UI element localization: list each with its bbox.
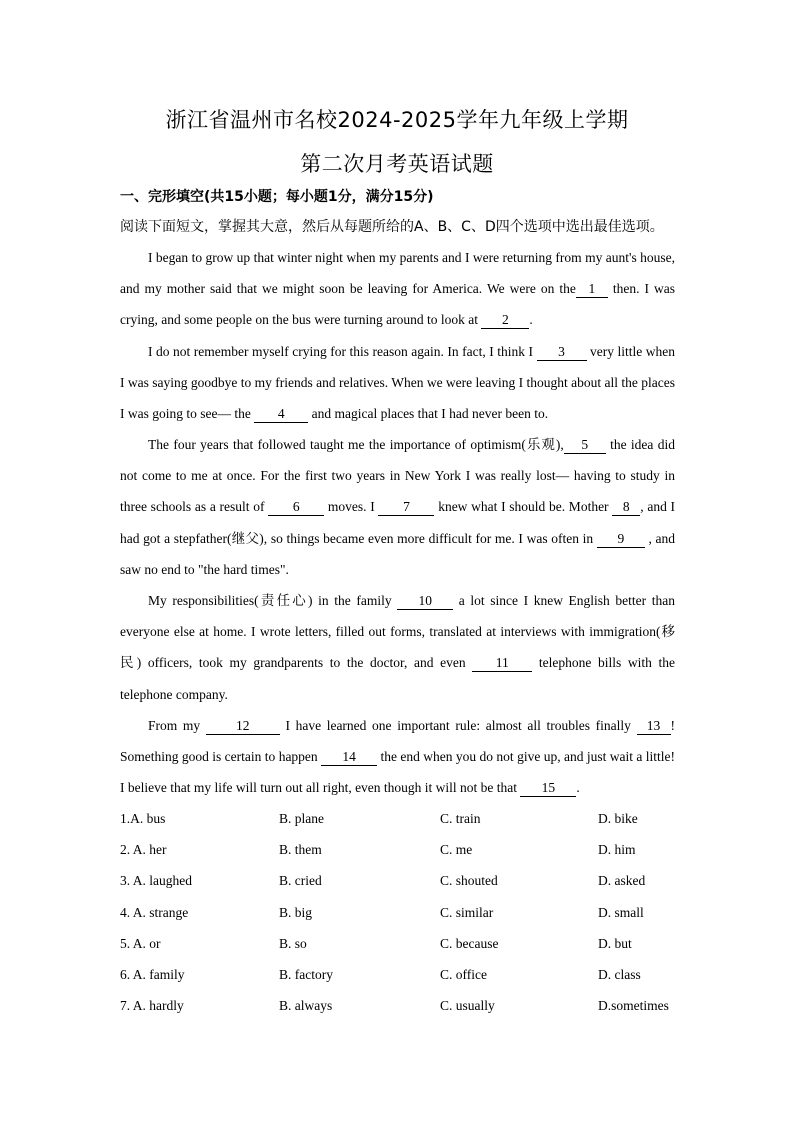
passage-text: the end when you do not give up, and just wait a little! I believe that my life will turn out all right, even though it will not be that [120,749,676,796]
passage-paragraph-2 [120,336,675,430]
option-row-1 [120,808,680,839]
option-row-6 [120,964,680,995]
passage-text: . [529,312,533,328]
section-heading: 一、完形填空(共15小题；每小题1分，满分15分) [120,189,434,205]
blank-8: 8 [612,499,640,516]
passage-paragraph-5 [120,710,675,804]
passage-text: , and I had got a stepfather(继父), so things became even more difficult for me. I was often in [120,499,676,546]
option-5b: B. so [279,935,307,951]
blank-5: 5 [564,437,606,454]
option-6d: D. class [598,966,641,982]
option-row-3 [120,870,680,901]
option-7b: B. always [279,998,333,1014]
option-4b: B. big [279,904,313,920]
option-row-2 [120,839,680,870]
option-6c: C. office [440,966,487,982]
option-6b: B. factory [279,966,333,982]
passage-text: From my [148,718,201,733]
option-5c: C. because [440,935,499,951]
option-2d: D. him [598,842,636,858]
option-4c: C. similar [440,904,494,920]
passage-text: . [576,780,580,796]
passage-paragraph-1 [120,242,675,336]
blank-15: 15 [520,780,576,797]
option-3d: D. asked [598,873,646,889]
passage-paragraph-4 [120,585,675,710]
passage-text: a lot since I knew English better than everyone else at home. I wrote letters, filled out forms, translated at interviews with immigration(移民) officers, took my grandparents to the doctor, and even [120,593,675,671]
passage-text: The four years that followed taught me the importance of optimism(乐观), [148,437,564,452]
blank-4: 4 [254,406,308,423]
exam-subtitle: 第二次月考英语试题 [300,152,494,176]
passage-text: I began to grow up that winter night when my parents and I were returning from my aunt's house, and my mother said that we might soon be leaving for America. We were on the [120,250,675,297]
option-1b: B. plane [279,811,324,826]
instructions: 阅读下面短文，掌握其大意，然后从每题所给的A、B、C、D四个选项中选出最佳选项。 [120,219,664,235]
option-2a: 2. A. her [120,842,167,858]
option-3b: B. cried [279,873,322,889]
option-7c: C. usually [440,998,495,1014]
blank-10: 10 [397,593,453,610]
passage-text: I have learned one important rule: almost all troubles finally [285,718,631,733]
option-3c: C. shouted [440,873,498,889]
passage-text: I do not remember myself crying for this reason again. In fact, I think I [148,344,533,359]
passage-text: then. I was crying, and some people on the bus were turning around to look at [120,281,676,328]
option-5a: 5. A. or [120,935,161,951]
option-4a: 4. A. strange [120,904,189,920]
option-1a: 1.A. bus [120,811,166,826]
blank-1: 1 [576,281,608,298]
passage-text: My responsibilities(责任心) in the family [148,593,392,608]
blank-11: 11 [472,655,532,672]
option-row-4 [120,902,680,933]
passage-text: moves. I [327,499,375,515]
blank-13: 13 [637,718,671,735]
option-3a: 3. A. laughed [120,873,192,889]
passage-text: and magical places that I had never been to. [311,406,549,422]
option-7d: D.sometimes [598,998,669,1014]
passage-text: telephone bills with the telephone company. [120,655,676,702]
passage-paragraph-3 [120,429,675,585]
passage-text: ! Something good is certain to happen [120,718,675,765]
exam-title: 浙江省温州市名校2024-2025学年九年级上学期 [165,108,629,132]
option-row-5 [120,933,680,964]
blank-12: 12 [206,718,280,735]
blank-9: 9 [597,531,645,548]
blank-2: 2 [481,312,529,329]
passage-text: very little when I was saying goodbye to my friends and relatives. When we were leaving I thought about all the places I was going to see— the [120,344,676,422]
blank-7: 7 [378,499,434,516]
passage-text: knew what I should be. Mother [438,499,609,515]
blank-14: 14 [321,749,377,766]
option-2b: B. them [279,842,322,858]
option-2c: C. me [440,842,473,858]
passage-text: the idea did not come to me at once. For the first two years in New York I was really lost— having to study in three schools as a result of [120,437,675,515]
option-5d: D. but [598,935,632,951]
option-6a: 6. A. family [120,966,185,982]
option-4d: D. small [598,904,644,920]
blank-3: 3 [537,344,587,361]
option-row-7 [120,995,680,1026]
answer-options [120,808,680,1026]
option-1c: C. train [440,811,481,826]
option-1d: D. bike [598,811,638,826]
option-7a: 7. A. hardly [120,998,184,1014]
blank-6: 6 [268,499,324,516]
passage-text: , and saw no end to "the hard times". [120,530,676,577]
